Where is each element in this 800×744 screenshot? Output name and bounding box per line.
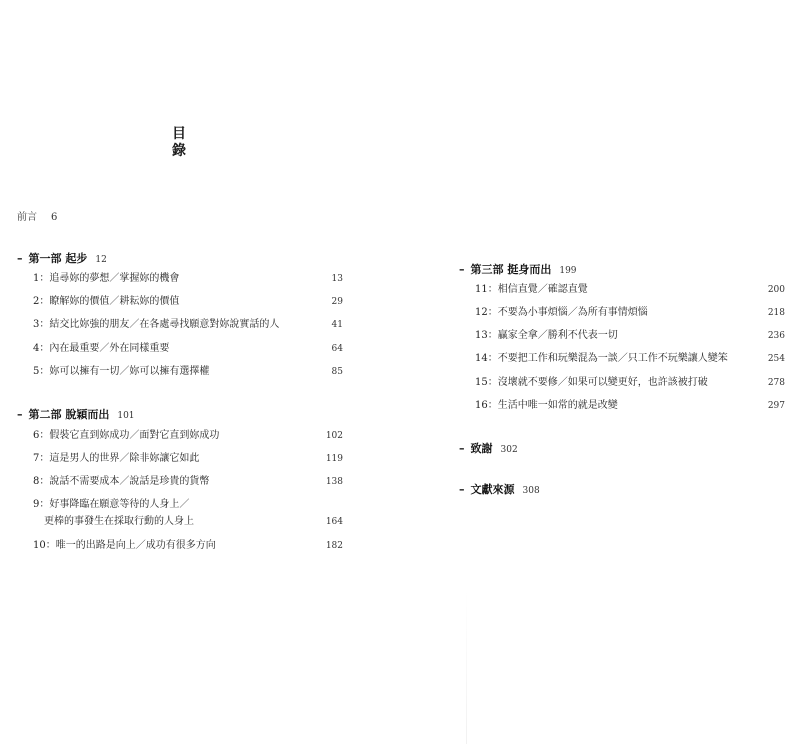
- chapter-page: 13: [331, 274, 343, 284]
- part-page: 101: [117, 411, 135, 421]
- chapter-page: 200: [767, 285, 785, 295]
- toc-entry: [475, 351, 785, 367]
- page-title-line-1: 目: [172, 126, 186, 142]
- chapter-page: 278: [767, 378, 785, 388]
- part-page: 308: [522, 486, 540, 496]
- chapter-title: 8：說話不需要成本／說話是珍貴的貨幣: [33, 476, 210, 487]
- toc-entry: [33, 271, 343, 287]
- page-title: [168, 126, 190, 160]
- chapter-title: 5：妳可以擁有一切／妳可以擁有選擇權: [33, 366, 210, 377]
- chapter-page: 119: [325, 454, 343, 464]
- preface-page: 6: [51, 212, 58, 223]
- chapter-page: 218: [767, 308, 785, 318]
- toc-entry: [475, 282, 785, 298]
- chapter-title: 7：這是男人的世界／除非妳讓它如此: [33, 453, 200, 464]
- part-label: 第二部 脫穎而出: [28, 408, 110, 421]
- part-heading: [17, 406, 135, 422]
- chapter-title: 1：追尋妳的夢想／掌握妳的機會: [33, 273, 180, 284]
- part-dash: –: [17, 408, 23, 421]
- toc-entry: [475, 305, 785, 321]
- chapter-page: 138: [325, 477, 343, 487]
- chapter-title: 9：好事降臨在願意等待的人身上／: [33, 499, 190, 510]
- chapter-title: 15：沒壞就不要修／如果可以變更好，也許該被打破: [475, 377, 708, 388]
- part-dash: –: [17, 252, 23, 265]
- chapter-title: 11：相信直覺／確認直覺: [475, 284, 588, 295]
- toc-entry: [475, 328, 785, 344]
- chapter-page: 29: [331, 297, 343, 307]
- chapter-title: 更棒的事發生在採取行動的人身上: [44, 516, 194, 527]
- toc-entry: [33, 364, 343, 380]
- chapter-page: 64: [331, 344, 343, 354]
- chapter-title: 2：瞭解妳的價值／耕耘妳的價值: [33, 296, 180, 307]
- chapter-page: 182: [325, 541, 343, 551]
- part-heading: [459, 481, 540, 497]
- part-heading: [459, 261, 577, 277]
- chapter-page: 41: [331, 320, 343, 330]
- chapter-title: 4：內在最重要／外在同樣重要: [33, 343, 170, 354]
- toc-entry: [33, 294, 343, 310]
- part-heading: [459, 440, 518, 456]
- page-gutter-shadow: [466, 590, 467, 744]
- toc-entry-preface: [17, 208, 57, 223]
- chapter-page: 102: [325, 431, 343, 441]
- chapter-title: 12：不要為小事煩惱／為所有事情煩惱: [475, 307, 648, 318]
- toc-entry: [33, 451, 343, 467]
- part-dash: –: [459, 483, 465, 496]
- toc-entry: [33, 538, 343, 554]
- chapter-title: 10：唯一的出路是向上／成功有很多方向: [33, 540, 216, 551]
- toc-entry: [33, 317, 343, 333]
- chapter-page: 236: [767, 331, 785, 341]
- part-dash: –: [459, 263, 465, 276]
- chapter-page: 164: [325, 517, 343, 527]
- chapter-title: 13：贏家全拿／勝利不代表一切: [475, 330, 618, 341]
- toc-entry: [33, 474, 343, 490]
- part-label: 致謝: [470, 442, 493, 455]
- preface-label: 前言: [17, 212, 37, 223]
- part-dash: –: [459, 442, 465, 455]
- chapter-page: 254: [767, 354, 785, 364]
- chapter-title: 3：結交比妳強的朋友／在各處尋找願意對妳說實話的人: [33, 319, 280, 330]
- toc-entry: [475, 398, 785, 414]
- chapter-page: 85: [331, 367, 343, 377]
- part-label: 第一部 起步: [28, 252, 88, 265]
- part-page: 302: [500, 445, 518, 455]
- part-label: 文獻來源: [470, 483, 515, 496]
- chapter-title: 16：生活中唯一如常的就是改變: [475, 400, 618, 411]
- part-heading: [17, 250, 107, 266]
- toc-entry: [33, 341, 343, 357]
- page-title-line-2: 錄: [172, 143, 186, 159]
- chapter-title: 14：不要把工作和玩樂混為一談／只工作不玩樂讓人變笨: [475, 353, 728, 364]
- chapter-page: 297: [767, 401, 785, 411]
- part-page: 199: [559, 266, 577, 276]
- toc-entry: [33, 428, 343, 444]
- chapter-title: 6：假裝它直到妳成功／面對它直到妳成功: [33, 430, 220, 441]
- part-page: 12: [95, 255, 107, 265]
- toc-entry: [475, 375, 785, 391]
- toc-entry-continuation: [44, 514, 343, 530]
- part-label: 第三部 挺身而出: [470, 263, 552, 276]
- toc-entry: [33, 497, 343, 513]
